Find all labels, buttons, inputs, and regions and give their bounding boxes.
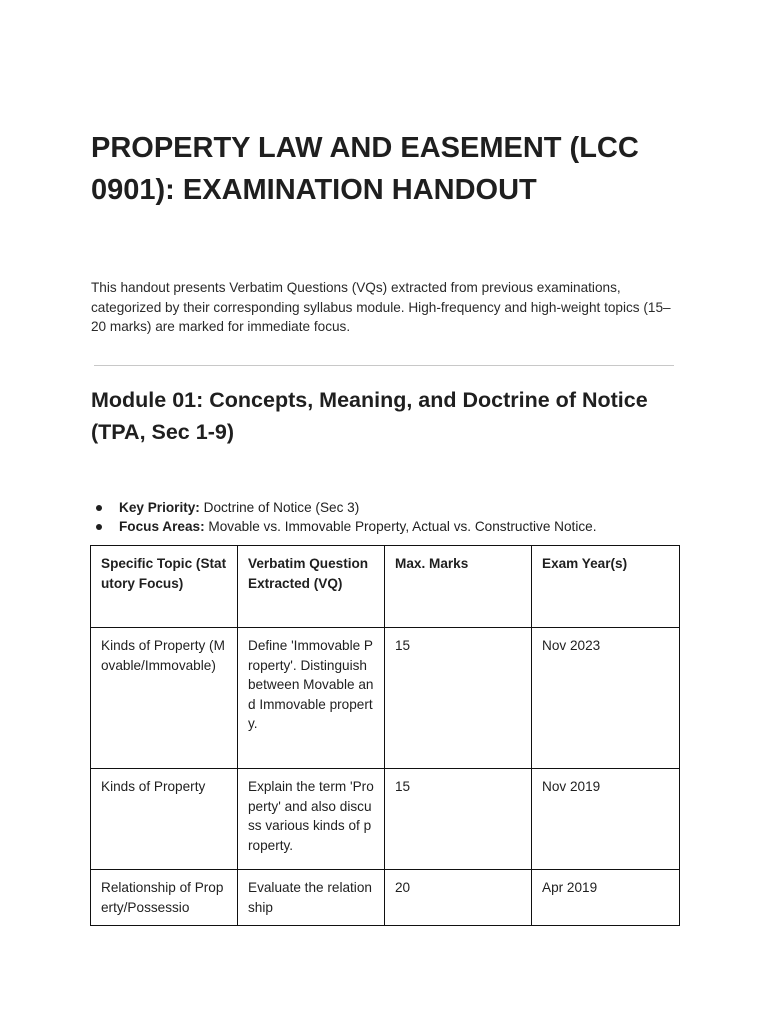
cell-question: Explain the term 'Property' and also discuss various kinds of property. — [238, 769, 385, 870]
cell-topic: Kinds of Property (Movable/Immovable) — [91, 628, 238, 769]
bullet-text: Movable vs. Immovable Property, Actual vs. Constructive Notice. — [204, 519, 597, 534]
table-row — [91, 769, 680, 870]
verbatim-questions-table — [90, 545, 680, 926]
bullet-label: Focus Areas: — [119, 519, 205, 534]
table-header-row — [91, 546, 680, 628]
list-item — [96, 498, 696, 517]
module-bullet-list — [96, 498, 696, 536]
bullet-icon — [96, 505, 102, 511]
cell-marks: 20 — [385, 870, 532, 926]
bullet-label: Key Priority: — [119, 500, 200, 515]
module-heading: Module 01: Concepts, Meaning, and Doctrine of Notice (TPA, Sec 1-9) — [91, 388, 648, 444]
header-specific-topic: Specific Topic (Statutory Focus) — [91, 546, 238, 628]
cell-marks: 15 — [385, 769, 532, 870]
document-title: PROPERTY LAW AND EASEMENT (LCC 0901): EXAMINATION HANDOUT — [91, 132, 639, 206]
header-verbatim-question: Verbatim Question Extracted (VQ) — [238, 546, 385, 628]
cell-year: Nov 2019 — [532, 769, 680, 870]
cell-topic: Kinds of Property — [91, 769, 238, 870]
cell-year: Nov 2023 — [532, 628, 680, 769]
table-row — [91, 628, 680, 769]
bullet-icon — [96, 524, 102, 530]
header-exam-years: Exam Year(s) — [532, 546, 680, 628]
bullet-text: Doctrine of Notice (Sec 3) — [199, 500, 360, 515]
cell-question: Define 'Immovable Property'. Distinguish between Movable and Immovable property. — [238, 628, 385, 769]
horizontal-divider — [94, 365, 674, 366]
intro-paragraph: This handout presents Verbatim Questions (VQs) extracted from previous examinations, categorized by their corresponding syllabus module. High-frequency and high-weight topics (15–20 marks) are marked for immediate focus. — [91, 280, 671, 334]
cell-year: Apr 2019 — [532, 870, 680, 926]
cell-marks: 15 — [385, 628, 532, 769]
table-row — [91, 870, 680, 926]
list-item — [96, 517, 696, 536]
cell-question: Evaluate the relationship — [238, 870, 385, 926]
header-max-marks: Max. Marks — [385, 546, 532, 628]
cell-topic: Relationship of Property/Possessio — [91, 870, 238, 926]
